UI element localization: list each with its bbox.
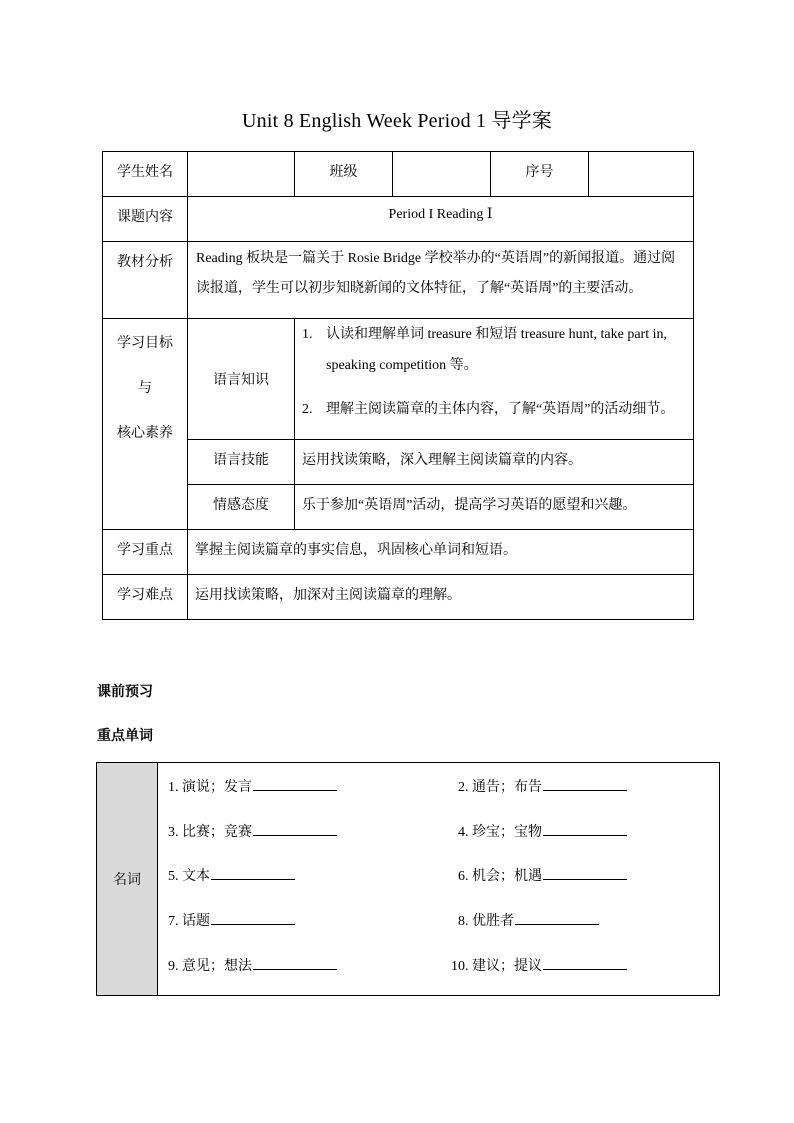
key-points-text: 掌握主阅读篇章的事实信息，巩固核心单词和短语。 <box>188 530 694 575</box>
topic-value: Period I Reading Ⅰ <box>188 197 694 242</box>
answer-blank[interactable] <box>253 776 337 791</box>
vocab-item-5: 5. 文本 <box>168 865 295 885</box>
noun-category-label: 名词 <box>97 763 158 996</box>
vocabulary-items <box>158 763 720 996</box>
vocab-item-10: 10. 建议；提议 <box>451 955 627 975</box>
answer-blank[interactable] <box>253 821 337 836</box>
vocab-item-1: 1. 演说；发言 <box>168 776 337 796</box>
vocab-item-3: 3. 比赛；竞赛 <box>168 821 337 841</box>
goals-label-line2: 与 <box>138 381 152 396</box>
difficulty-label: 学习难点 <box>103 575 188 620</box>
vocab-item-9: 9. 意见；想法 <box>168 955 337 975</box>
topic-label: 课题内容 <box>103 197 188 242</box>
preview-heading: 课前预习 <box>97 684 153 700</box>
knowledge-label: 语言知识 <box>188 319 295 440</box>
answer-blank[interactable] <box>543 955 627 970</box>
key-points-label: 学习重点 <box>103 530 188 575</box>
vocab-item-6: 6. 机会；机遇 <box>458 865 627 885</box>
vocab-item-7: 7. 话题 <box>168 910 295 930</box>
skills-text: 运用找读策略，深入理解主阅读篇章的内容。 <box>295 440 694 485</box>
seat-field[interactable] <box>589 152 694 197</box>
goals-label-line3: 核心素养 <box>117 426 173 441</box>
answer-blank[interactable] <box>211 865 295 880</box>
goals-label-line1: 学习目标 <box>117 336 173 351</box>
skills-label: 语言技能 <box>188 440 295 485</box>
class-label: 班级 <box>295 152 393 197</box>
answer-blank[interactable] <box>543 821 627 836</box>
answer-blank[interactable] <box>543 776 627 791</box>
vocabulary-table <box>96 762 720 996</box>
attitude-label: 情感态度 <box>188 485 295 530</box>
student-name-label: 学生姓名 <box>103 152 188 197</box>
answer-blank[interactable] <box>253 955 337 970</box>
knowledge-list <box>295 319 694 440</box>
answer-blank[interactable] <box>543 865 627 880</box>
attitude-text: 乐于参加“英语周”活动，提高学习英语的愿望和兴趣。 <box>295 485 694 530</box>
knowledge-item-2: 2. 理解主阅读篇章的主体内容，了解“英语周”的活动细节。 <box>302 402 675 417</box>
page-title: Unit 8 English Week Period 1 导学案 <box>242 110 552 132</box>
lesson-info-table <box>102 151 694 620</box>
difficulty-text: 运用找读策略，加深对主阅读篇章的理解。 <box>188 575 694 620</box>
analysis-label: 教材分析 <box>103 242 188 319</box>
answer-blank[interactable] <box>211 910 295 925</box>
knowledge-item-1: 1. 认读和理解单词 treasure 和短语 treasure hunt, take part in, speaking competition 等。 <box>302 327 667 373</box>
analysis-text: Reading 板块是一篇关于 Rosie Bridge 学校举办的“英语周”的新闻报道。通过阅读报道，学生可以初步知晓新闻的文体特征，了解“英语周”的主要活动。 <box>188 242 694 319</box>
class-field[interactable] <box>393 152 491 197</box>
answer-blank[interactable] <box>515 910 599 925</box>
vocab-item-2: 2. 通告；布告 <box>458 776 627 796</box>
student-name-field[interactable] <box>188 152 295 197</box>
vocab-item-8: 8. 优胜者 <box>458 910 599 930</box>
vocab-item-4: 4. 珍宝；宝物 <box>458 821 627 841</box>
seat-label: 序号 <box>491 152 589 197</box>
key-words-heading: 重点单词 <box>97 728 153 744</box>
